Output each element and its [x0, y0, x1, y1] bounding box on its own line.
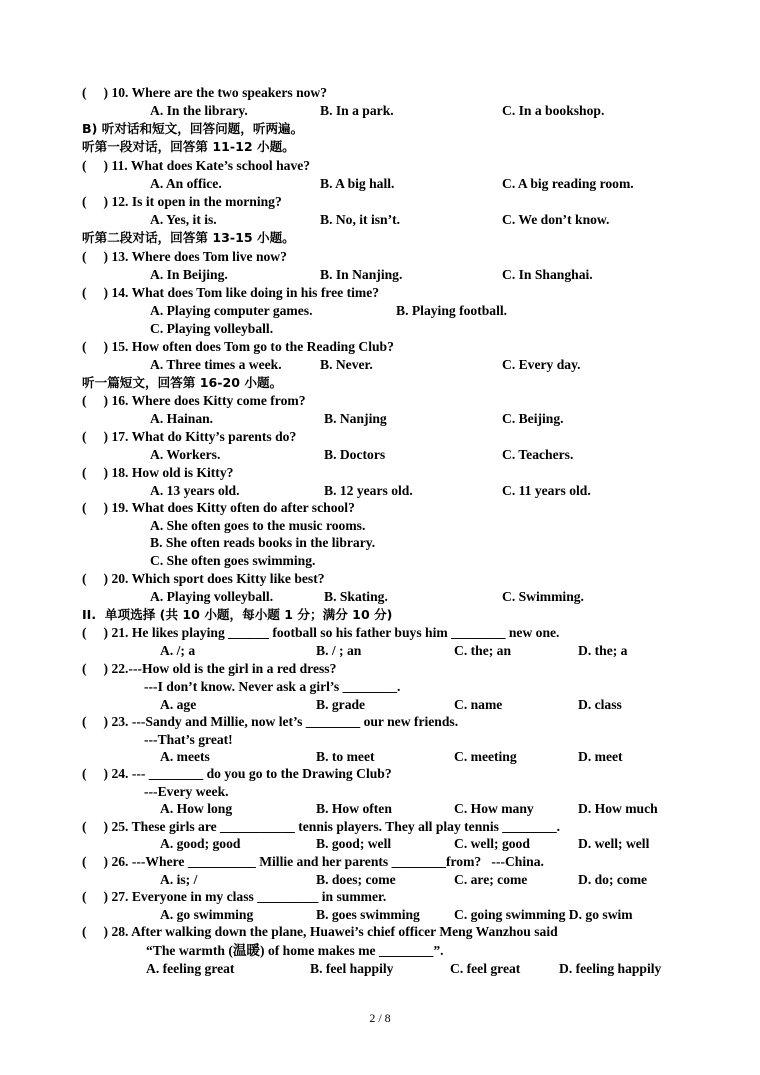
question-text: ( ) 18. How old is Kitty? [82, 465, 234, 480]
question-text: ( ) 10. Where are the two speakers now? [82, 85, 328, 100]
answer-option: B. to meet [316, 749, 375, 764]
question-text: ( ) 16. Where does Kitty come from? [82, 393, 306, 408]
answer-option: C. going swimming D. go swim [454, 907, 633, 922]
question-text: ---That’s great! [144, 732, 233, 747]
question-text: ( ) 23. ---Sandy and Millie, now let’s ________ our new friends. [82, 714, 459, 729]
answer-option: C. Every day. [502, 357, 581, 372]
question-text: A. /; a [160, 643, 196, 658]
answer-option: D. How much [578, 801, 658, 816]
question-text: ( ) 17. What do Kitty’s parents do? [82, 429, 297, 444]
answer-option: B. / ; an [316, 643, 362, 658]
question-text: A. Yes, it is. [150, 212, 217, 227]
answer-option: D. meet [578, 749, 623, 764]
question-text: C. Playing volleyball. [150, 321, 274, 336]
answer-option: D. the; a [578, 643, 628, 658]
question-text: ( ) 13. Where does Tom live now? [82, 249, 287, 264]
question-text: ( ) 15. How often does Tom go to the Reading Club? [82, 339, 394, 354]
answer-option: B. 12 years old. [324, 483, 413, 498]
question-text: A. good; good [160, 836, 241, 851]
question-text: ( ) 12. Is it open in the morning? [82, 194, 282, 209]
question-text: ( ) 26. ---Where __________ Millie and her parents ________from? ---China. [82, 854, 544, 869]
answer-option: C. We don’t know. [502, 212, 610, 227]
question-text: A. meets [160, 749, 210, 764]
answer-option: C. Swimming. [502, 589, 584, 604]
question-text: ( ) 24. --- ________ do you go to the Drawing Club? [82, 766, 392, 781]
answer-option: C. name [454, 697, 503, 712]
answer-option: B. Doctors [324, 447, 386, 462]
answer-option: B. A big hall. [320, 176, 395, 191]
answer-option: C. are; come [454, 872, 528, 887]
answer-option: B. Playing football. [396, 303, 508, 318]
question-text: ( ) 28. After walking down the plane, Huawei’s chief officer Meng Wanzhou said [82, 924, 558, 939]
question-text: A. feeling great [146, 961, 235, 976]
question-text: A. Workers. [150, 447, 221, 462]
answer-option: D. do; come [578, 872, 648, 887]
answer-option: C. A big reading room. [502, 176, 634, 191]
answer-option: B. No, it isn’t. [320, 212, 401, 227]
answer-option: C. 11 years old. [502, 483, 591, 498]
answer-option: C. meeting [454, 749, 517, 764]
section-heading: 听一篇短文，回答第 16-20 小题。 [82, 375, 283, 390]
question-text: A. An office. [150, 176, 222, 191]
answer-option: C. well; good [454, 836, 530, 851]
question-text: ( ) 25. These girls are ___________ tennis players. They all play tennis ________. [82, 819, 561, 834]
answer-option: C. Beijing. [502, 411, 564, 426]
answer-option: B. good; well [316, 836, 392, 851]
answer-option: B. goes swimming [316, 907, 420, 922]
question-text: A. go swimming [160, 907, 254, 922]
answer-option: C. Teachers. [502, 447, 574, 462]
question-text: A. is; / [160, 872, 198, 887]
section-heading: 听第一段对话，回答第 11-12 小题。 [82, 139, 295, 154]
question-text: A. Playing volleyball. [150, 589, 274, 604]
answer-option: C. the; an [454, 643, 512, 658]
answer-option: D. feeling happily [559, 961, 662, 976]
answer-option: B. Never. [320, 357, 373, 372]
question-text: ---I don’t know. Never ask a girl’s ________. [144, 679, 401, 694]
question-text: ( ) 20. Which sport does Kitty like best? [82, 571, 325, 586]
question-text: A. In the library. [150, 103, 248, 118]
question-text: ( ) 19. What does Kitty often do after school? [82, 500, 355, 515]
question-text: ( ) 14. What does Tom like doing in his free time? [82, 285, 380, 300]
question-text: B. She often reads books in the library. [150, 535, 376, 550]
question-text: A. Hainan. [150, 411, 214, 426]
answer-option: B. does; come [316, 872, 396, 887]
answer-option: B. Skating. [324, 589, 388, 604]
answer-option: C. feel great [450, 961, 521, 976]
question-text: ( ) 22.---How old is the girl in a red dress? [82, 661, 337, 676]
question-text: ---Every week. [144, 784, 229, 799]
section-heading: 听第二段对话，回答第 13-15 小题。 [82, 230, 295, 245]
answer-option: B. In a park. [320, 103, 394, 118]
answer-option: C. In a bookshop. [502, 103, 605, 118]
question-text: ( ) 21. He likes playing ______ football so his father buys him ________ new one. [82, 625, 560, 640]
answer-option: B. In Nanjing. [320, 267, 403, 282]
answer-option: B. feel happily [310, 961, 394, 976]
question-text: ( ) 27. Everyone in my class _________ in summer. [82, 889, 387, 904]
page-number: 2 / 8 [369, 1011, 391, 1025]
answer-option: D. class [578, 697, 622, 712]
answer-option: B. Nanjing [324, 411, 387, 426]
question-text: “The warmth (温暖) of home makes me ________”. [146, 943, 444, 958]
answer-option: C. In Shanghai. [502, 267, 593, 282]
question-text: A. She often goes to the music rooms. [150, 518, 366, 533]
question-text: A. In Beijing. [150, 267, 228, 282]
section-heading: B) 听对话和短文，回答问题，听两遍。 [82, 121, 304, 136]
question-text: A. Three times a week. [150, 357, 282, 372]
answer-option: B. How often [316, 801, 392, 816]
answer-option: B. grade [316, 697, 366, 712]
question-text: A. 13 years old. [150, 483, 240, 498]
answer-option: C. How many [454, 801, 534, 816]
question-text: C. She often goes swimming. [150, 553, 316, 568]
question-text: A. How long [160, 801, 233, 816]
question-text: ( ) 11. What does Kate’s school have? [82, 158, 311, 173]
question-text: A. age [160, 697, 197, 712]
section-heading: II. 单项选择 (共 10 小题，每小题 1 分；满分 10 分) [82, 607, 393, 622]
question-text: A. Playing computer games. [150, 303, 313, 318]
answer-option: D. well; well [578, 836, 650, 851]
